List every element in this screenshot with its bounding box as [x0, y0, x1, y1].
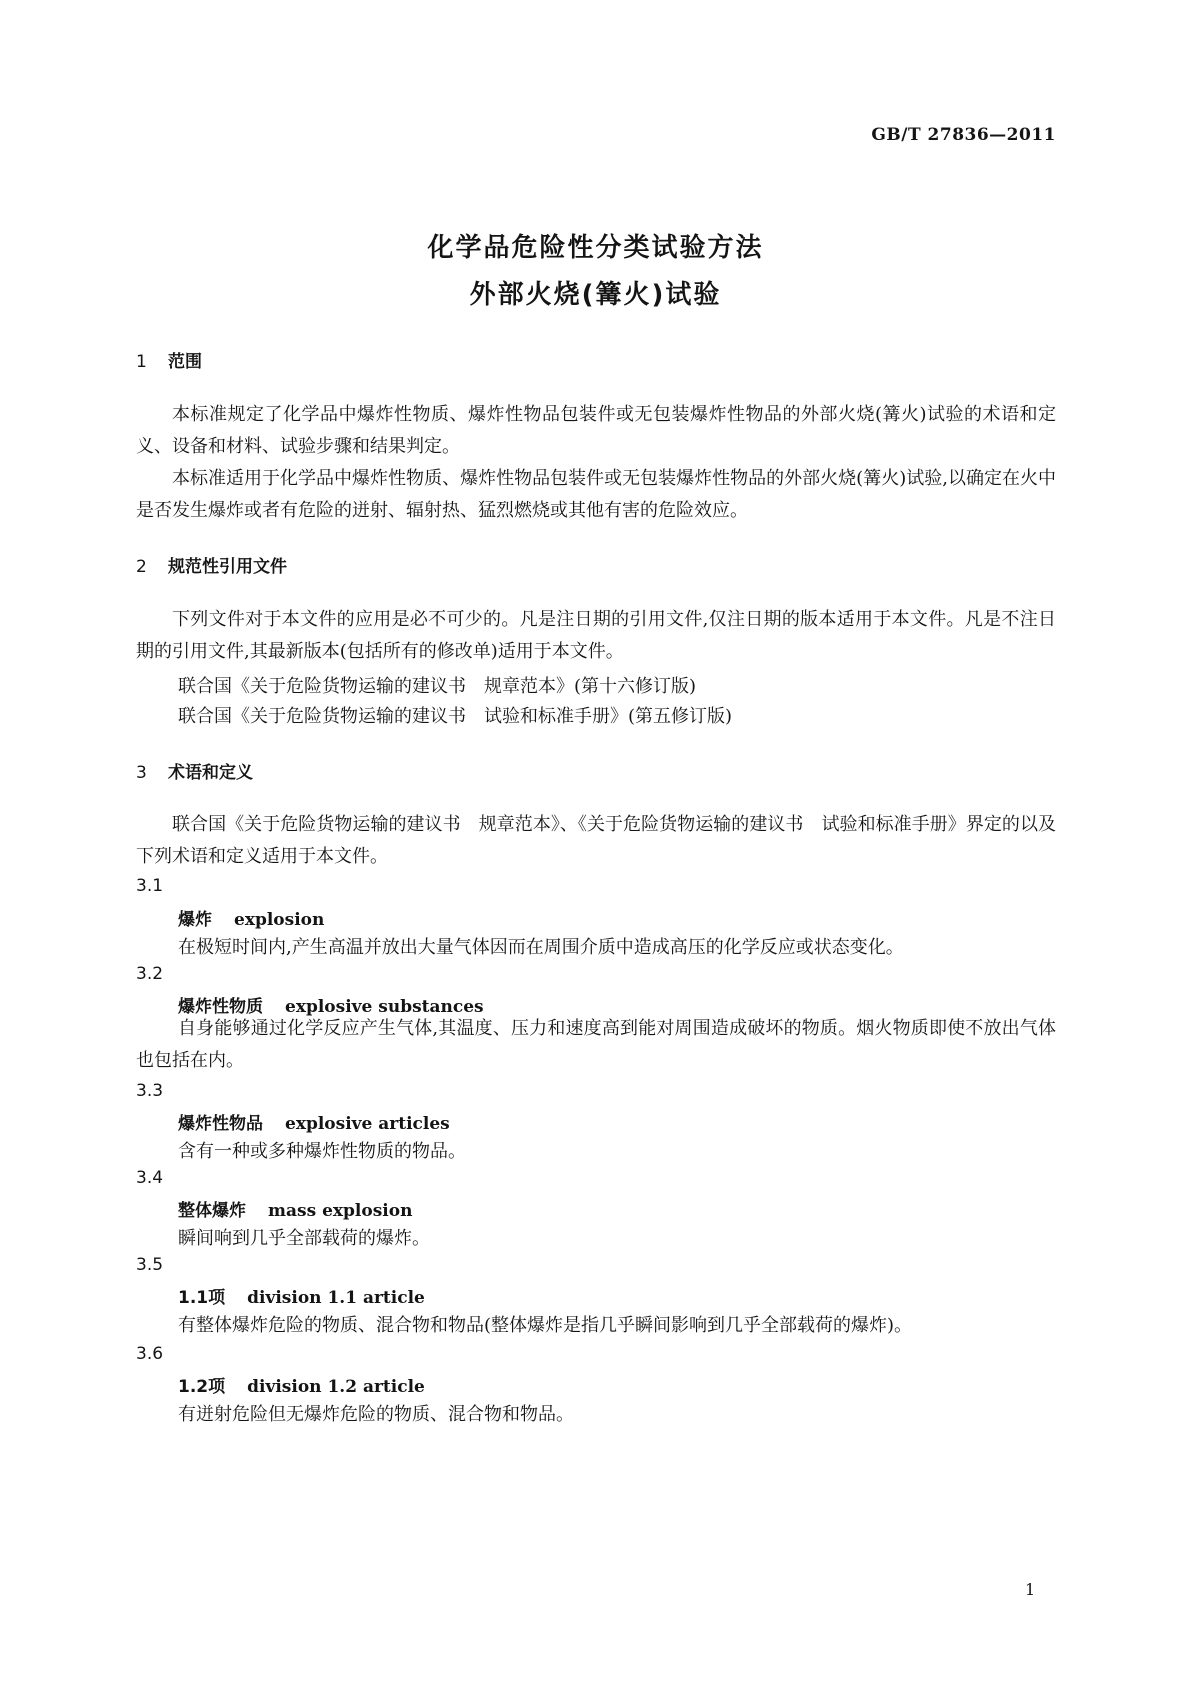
- term-en: division 1.2 article: [247, 1377, 425, 1397]
- term-definition: 有整体爆炸危险的物质、混合物和物品(整体爆炸是指几乎瞬间影响到几乎全部载荷的爆炸)。: [178, 1315, 913, 1336]
- term-definition: 有迸射危险但无爆炸危险的物质、混合物和物品。: [178, 1404, 574, 1425]
- term-cn: 爆炸: [178, 910, 212, 930]
- document-subtitle: 外部火烧(篝火)试验: [469, 280, 722, 310]
- term-definition: 瞬间响到几乎全部载荷的爆炸。: [178, 1228, 430, 1249]
- paragraph: 联合国《关于危险货物运输的建议书 规章范本》、《关于危险货物运输的建议书 试验和标准手册》界定的以及下列术语和定义适用于本文件。: [136, 814, 1056, 867]
- term-cn: 爆炸性物质: [178, 997, 263, 1017]
- term-en: mass explosion: [268, 1201, 413, 1221]
- term-title: [178, 1196, 412, 1221]
- paragraph: 本标准规定了化学品中爆炸性物质、爆炸性物品包装件或无包装爆炸性物品的外部火烧(篝火)试验的术语和定义、设备和材料、试验步骤和结果判定。: [136, 404, 1056, 457]
- term-number: 3.2: [136, 964, 164, 984]
- term-cn: 1.2项: [178, 1377, 226, 1397]
- term-number: 3.4: [136, 1168, 164, 1188]
- term-title: [178, 1283, 425, 1308]
- section-title: 范围: [168, 352, 202, 372]
- reference-item: 联合国《关于危险货物运输的建议书 规章范本》(第十六修订版): [178, 676, 697, 697]
- standard-code: GB/T 27836—2011: [871, 125, 1056, 145]
- term-en: explosive substances: [285, 997, 484, 1017]
- term-number: 3.6: [136, 1344, 164, 1364]
- section-number: 1: [136, 352, 147, 372]
- term-number: 3.1: [136, 876, 164, 896]
- term-number: 3.5: [136, 1255, 164, 1275]
- term-title: [178, 1109, 450, 1134]
- term-title: [178, 905, 324, 930]
- paragraph: 本标准适用于化学品中爆炸性物质、爆炸性物品包装件或无包装爆炸性物品的外部火烧(篝火)试验,以确定在火中是否发生爆炸或者有危险的迸射、辐射热、猛烈燃烧或其他有害的危险效应。: [136, 468, 1056, 521]
- section-number: 3: [136, 763, 147, 783]
- paragraph: 下列文件对于本文件的应用是必不可少的。凡是注日期的引用文件,仅注日期的版本适用于本文件。凡是不注日期的引用文件,其最新版本(包括所有的修改单)适用于本文件。: [136, 609, 1056, 662]
- term-cn: 1.1项: [178, 1288, 226, 1308]
- section-3-heading: [136, 758, 253, 783]
- reference-item: 联合国《关于危险货物运输的建议书 试验和标准手册》(第五修订版): [178, 706, 733, 727]
- section-title: 规范性引用文件: [168, 557, 287, 577]
- term-en: explosive articles: [285, 1114, 450, 1134]
- page-number: 1: [1025, 1580, 1036, 1599]
- section-1-heading: [136, 347, 202, 372]
- section-2-heading: [136, 552, 287, 577]
- term-en: explosion: [234, 910, 325, 930]
- term-definition: 含有一种或多种爆炸性物质的物品。: [178, 1141, 466, 1162]
- section-number: 2: [136, 557, 147, 577]
- section-title: 术语和定义: [168, 763, 253, 783]
- term-definition: 在极短时间内,产生高温并放出大量气体因而在周围介质中造成高压的化学反应或状态变化。: [178, 937, 904, 958]
- term-cn: 整体爆炸: [178, 1201, 246, 1221]
- term-en: division 1.1 article: [247, 1288, 425, 1308]
- term-cn: 爆炸性物品: [178, 1114, 263, 1134]
- term-definition: 自身能够通过化学反应产生气体,其温度、压力和速度高到能对周围造成破坏的物质。烟火物质即使不放出气体也包括在内。: [136, 1018, 1056, 1071]
- document-title: 化学品危险性分类试验方法: [427, 233, 764, 263]
- term-number: 3.3: [136, 1081, 164, 1101]
- term-title: [178, 1372, 425, 1397]
